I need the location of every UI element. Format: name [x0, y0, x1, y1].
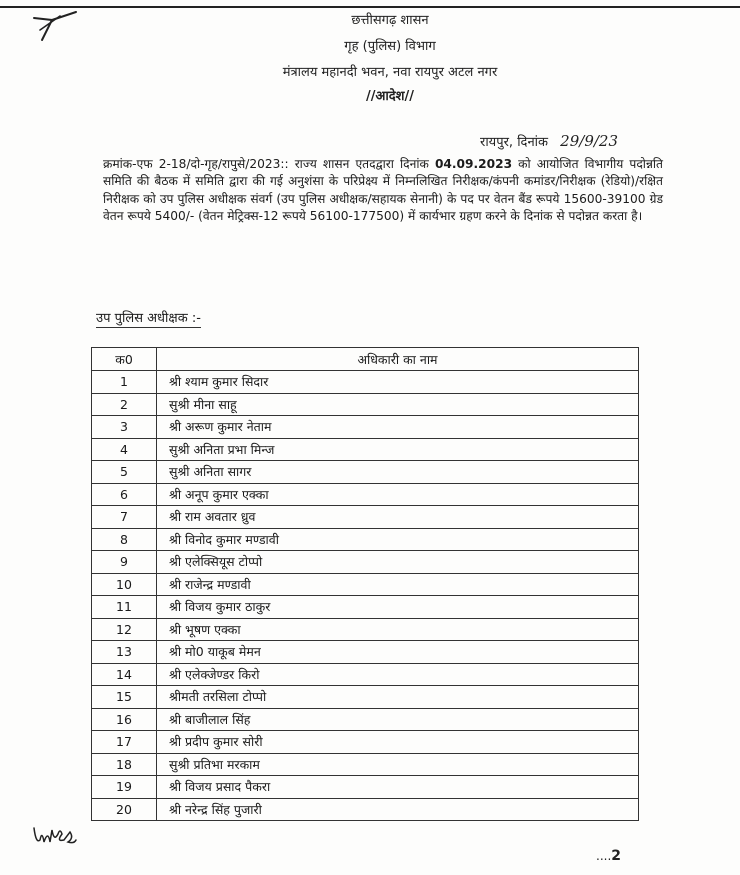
- officer-name: श्री विजय कुमार ठाकुर: [157, 596, 639, 619]
- serial-no: 15: [92, 686, 157, 709]
- next-page-number: 2: [611, 848, 622, 864]
- table-row: [92, 663, 639, 686]
- officer-name: श्री अनूप कुमार एक्का: [157, 483, 639, 506]
- officer-name: श्री राम अवतार ध्रुव: [157, 506, 639, 529]
- serial-no: 11: [92, 596, 157, 619]
- officer-name: श्री भूषण एक्का: [157, 618, 639, 641]
- serial-no: 3: [92, 416, 157, 439]
- serial-no: 18: [92, 753, 157, 776]
- header-officer-name: अधिकारी का नाम: [157, 348, 639, 371]
- page-continuation: [596, 848, 621, 864]
- table-row: [92, 731, 639, 754]
- table-row: [92, 506, 639, 529]
- table-row: [92, 686, 639, 709]
- serial-no: 2: [92, 393, 157, 416]
- officer-name: श्री एलेक्सियूस टोप्पो: [157, 551, 639, 574]
- serial-no: 8: [92, 528, 157, 551]
- table-row: [92, 528, 639, 551]
- section-heading-text: उप पुलिस अधीक्षक :-: [96, 311, 201, 326]
- serial-no: 10: [92, 573, 157, 596]
- serial-no: 4: [92, 438, 157, 461]
- table-row: [92, 798, 639, 821]
- date-label: रायपुर, दिनांक: [480, 135, 549, 150]
- table-row: [92, 551, 639, 574]
- table-row: [92, 393, 639, 416]
- top-border-line: [0, 6, 740, 8]
- handwritten-initials: [30, 820, 80, 850]
- table-row: [92, 416, 639, 439]
- officer-name: श्री विजय प्रसाद पैकरा: [157, 776, 639, 799]
- officer-name: श्री राजेन्द्र मण्डावी: [157, 573, 639, 596]
- section-heading: [96, 308, 201, 328]
- officer-name: सुश्री अनिता सागर: [157, 461, 639, 484]
- serial-no: 20: [92, 798, 157, 821]
- serial-no: 7: [92, 506, 157, 529]
- header-department: गृह (पुलिस) विभाग: [344, 39, 436, 54]
- officer-name: श्री अरूण कुमार नेताम: [157, 416, 639, 439]
- table-row: [92, 753, 639, 776]
- table-row: [92, 776, 639, 799]
- serial-no: 19: [92, 776, 157, 799]
- serial-no: 14: [92, 663, 157, 686]
- order-body: को आयोजित विभागीय पदोन्नति समिति की बैठक में समिति द्वारा की गई अनुशंसा के परिप्रेक्ष्य में निम्नलिखित निरीक्षक/कंपनी कमांडर/निरीक्षक (रेडियो)/रक्षित निरीक्षक को उप पुलिस अधीक्षक संवर्ग (उप पुलिस अधीक्षक/सहायक सेनानी) के पद पर वेतन बैंड रूपये 15600-39100 ग्रेड वेतन रूपये 5400/- (वेतन मेट्रिक्स-12 रूपये 56100-177500) में कार्यभार ग्रहण करने के दिनांक से पदोन्नत करता है।: [103, 157, 664, 224]
- table-row: [92, 371, 639, 394]
- table-row: [92, 708, 639, 731]
- serial-no: 12: [92, 618, 157, 641]
- date-value: 29/9/23: [560, 132, 618, 150]
- header-order-title: //आदेश//: [365, 89, 415, 104]
- officer-name: श्री नरेन्द्र सिंह पुजारी: [157, 798, 639, 821]
- order-reference: क्रमांक-एफ 2-18/दो-गृह/रापुसे/2023:: राज्य शासन एतदद्वारा दिनांक: [103, 157, 435, 171]
- continuation-dots: ....: [596, 849, 612, 863]
- officer-name: श्री विनोद कुमार मण्डावी: [157, 528, 639, 551]
- officer-name: श्री प्रदीप कुमार सोरी: [157, 731, 639, 754]
- officer-name: श्री श्याम कुमार सिदार: [157, 371, 639, 394]
- table-row: [92, 596, 639, 619]
- table-row: [92, 483, 639, 506]
- serial-no: 16: [92, 708, 157, 731]
- serial-no: 13: [92, 641, 157, 664]
- serial-no: 9: [92, 551, 157, 574]
- officer-name: श्री बाजीलाल सिंह: [157, 708, 639, 731]
- order-paragraph: [103, 156, 663, 226]
- section-heading-underline: [96, 327, 201, 328]
- meeting-date: 04.09.2023: [434, 157, 513, 171]
- header-serial-no: क0: [92, 348, 157, 371]
- officer-name: श्रीमती तरसिला टोप्पो: [157, 686, 639, 709]
- serial-no: 1: [92, 371, 157, 394]
- table-row: [92, 618, 639, 641]
- officers-table: [91, 347, 639, 821]
- officer-name: श्री एलेक्जेण्डर किरो: [157, 663, 639, 686]
- officer-name: सुश्री अनिता प्रभा मिन्ज: [157, 438, 639, 461]
- table-header-row: [92, 348, 639, 371]
- date-line: [480, 132, 618, 150]
- serial-no: 6: [92, 483, 157, 506]
- table-row: [92, 573, 639, 596]
- officer-name: सुश्री प्रतिभा मरकाम: [157, 753, 639, 776]
- table-row: [92, 461, 639, 484]
- header-government: छत्तीसगढ़ शासन: [351, 13, 429, 28]
- serial-no: 5: [92, 461, 157, 484]
- table-row: [92, 641, 639, 664]
- header-address: मंत्रालय महानदी भवन, नवा रायपुर अटल नगर: [282, 65, 498, 80]
- officer-name: श्री मो0 याकूब मेमन: [157, 641, 639, 664]
- officer-name: सुश्री मीना साहू: [157, 393, 639, 416]
- serial-no: 17: [92, 731, 157, 754]
- table-row: [92, 438, 639, 461]
